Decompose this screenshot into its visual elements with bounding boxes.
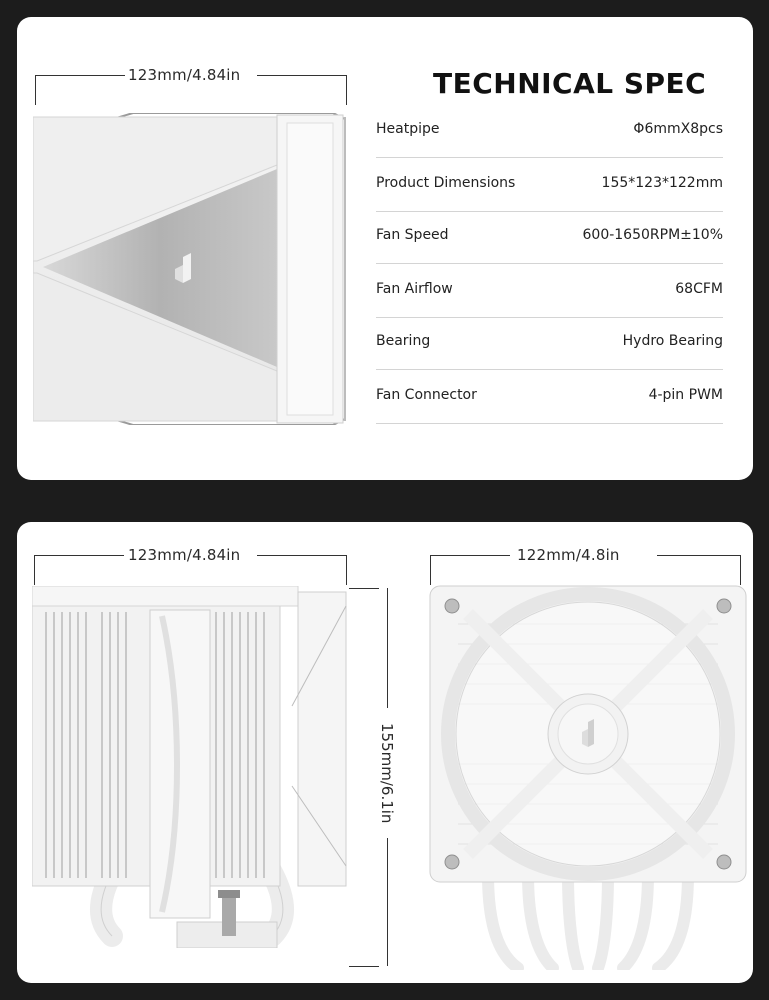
spec-label: Fan Speed bbox=[376, 227, 449, 243]
top-dim-line-left bbox=[35, 75, 125, 76]
top-dim-tick-right bbox=[346, 75, 347, 105]
spec-label: Heatpipe bbox=[376, 121, 440, 137]
side-dim-tick-right bbox=[346, 555, 347, 585]
top-dim-tick-left bbox=[35, 75, 36, 105]
spec-label: Bearing bbox=[376, 333, 431, 349]
spec-label: Fan Connector bbox=[376, 387, 477, 403]
height-dim-line-bottom bbox=[387, 838, 388, 966]
bottom-dimension-panel bbox=[17, 522, 753, 983]
front-width-dimension: 122mm/4.8in bbox=[517, 546, 620, 564]
front-dim-tick-left bbox=[430, 555, 431, 585]
side-dim-tick-left bbox=[34, 555, 35, 585]
spec-row-airflow bbox=[376, 265, 723, 318]
spec-row-fan-speed bbox=[376, 211, 723, 264]
height-dim-tick-top bbox=[349, 588, 379, 589]
spec-row-connector bbox=[376, 371, 723, 424]
side-dim-line-right bbox=[257, 555, 347, 556]
height-dim-tick-bottom bbox=[349, 966, 379, 967]
top-spec-panel bbox=[17, 17, 753, 480]
front-dim-line-left bbox=[430, 555, 510, 556]
top-dim-line-right bbox=[257, 75, 347, 76]
cooler-front-view-image bbox=[428, 584, 748, 970]
spec-value: Hydro Bearing bbox=[622, 333, 723, 349]
spec-label: Product Dimensions bbox=[376, 175, 516, 191]
spec-row-bearing bbox=[376, 317, 723, 370]
spec-row-dimensions bbox=[376, 159, 723, 212]
height-dimension: 155mm/6.1in bbox=[378, 723, 396, 824]
front-dim-tick-right bbox=[740, 555, 741, 585]
front-dim-line-right bbox=[657, 555, 741, 556]
spec-value: 4-pin PWM bbox=[648, 387, 723, 403]
cooler-side-view-image bbox=[32, 586, 350, 948]
spec-value: 600-1650RPM±10% bbox=[582, 227, 723, 243]
side-dim-line-left bbox=[34, 555, 124, 556]
spec-row-heatpipe bbox=[376, 105, 723, 158]
spec-value: 68CFM bbox=[675, 281, 723, 297]
height-dim-line-top bbox=[387, 588, 388, 708]
cooler-top-view-image bbox=[33, 113, 351, 425]
spec-label: Fan Airflow bbox=[376, 281, 453, 297]
top-width-dimension: 123mm/4.84in bbox=[128, 66, 241, 84]
spec-value: 155*123*122mm bbox=[601, 175, 723, 191]
spec-value: Φ6mmX8pcs bbox=[633, 121, 723, 137]
spec-title: TECHNICAL SPEC bbox=[433, 67, 707, 100]
side-width-dimension: 123mm/4.84in bbox=[128, 546, 241, 564]
